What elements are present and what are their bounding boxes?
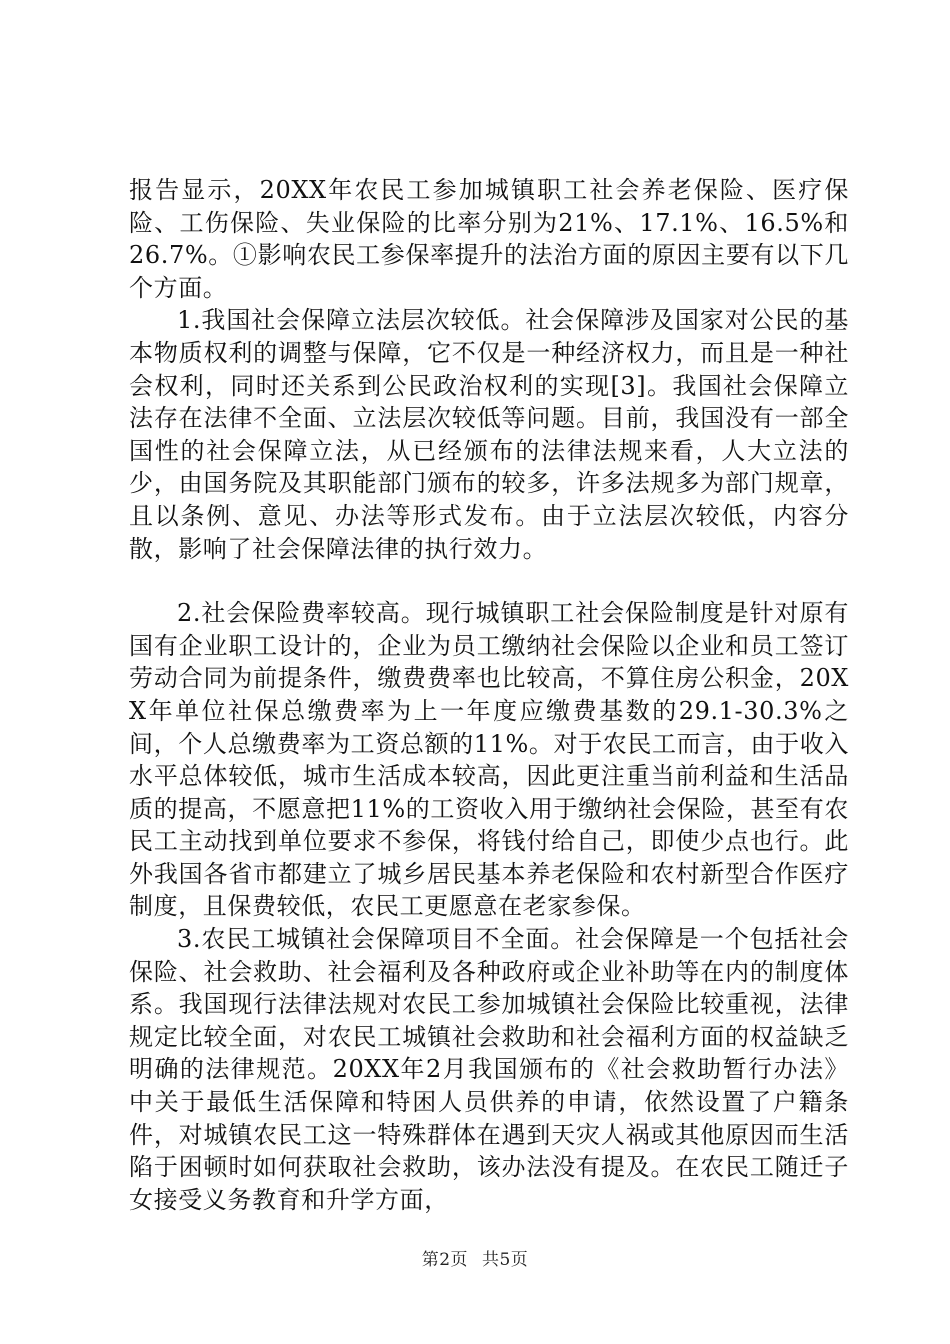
page-total: 共5页: [481, 1250, 529, 1270]
page-number: 第2页: [421, 1250, 469, 1270]
paragraph-spacer: [129, 565, 849, 597]
page-footer: [0, 1245, 950, 1270]
paragraph-point-3: 3.农民工城镇社会保障项目不全面。社会保障是一个包括社会保险、社会救助、社会福利及各种政府或企业补助等在内的制度体系。我国现行法律法规对农民工参加城镇社会保险比较重视，法律规定比较全面，对农民工城镇社会救助和社会福利方面的权益缺乏明确的法律规范。20XX年2月我国颁布的《社会救助暂行办法》中关于最低生活保障和特困人员供养的申请，依然设置了户籍条件，对城镇农民工这一特殊群体在遇到天灾人祸或其他原因而生活陷于困顿时如何获取社会救助，该办法没有提及。在农民工随迁子女接受义务教育和升学方面，: [129, 925, 849, 1214]
document-body: [129, 174, 849, 1216]
paragraph-point-2: 2.社会保险费率较高。现行城镇职工社会保险制度是针对原有国有企业职工设计的，企业为员工缴纳社会保险以企业和员工签订劳动合同为前提条件，缴费费率也比较高，不算住房公积金，20XX年单位社保总缴费率为上一年度应缴费基数的29.1-30.3%之间，个人总缴费率为工资总额的11%。对于农民工而言，由于收入水平总体较低，城市生活成本较高，因此更注重当前利益和生活品质的提高，不愿意把11%的工资收入用于缴纳社会保险，甚至有农民工主动找到单位要求不参保，将钱付给自己，即使少点也行。此外我国各省市都建立了城乡居民基本养老保险和农村新型合作医疗制度，且保费较低，农民工更愿意在老家参保。: [129, 599, 849, 921]
paragraph-intro: 报告显示，20XX年农民工参加城镇职工社会养老保险、医疗保险、工伤保险、失业保险的比率分别为21%、17.1%、16.5%和26.7%。①影响农民工参保率提升的法治方面的原因主要有以下几个方面。: [129, 176, 849, 302]
paragraph-point-1: 1.我国社会保障立法层次较低。社会保障涉及国家对公民的基本物质权利的调整与保障，它不仅是一种经济权力，而且是一种社会权利，同时还关系到公民政治权利的实现[3]。我国社会保障立法存在法律不全面、立法层次较低等问题。目前，我国没有一部全国性的社会保障立法，从已经颁布的法律法规来看，人大立法的少，由国务院及其职能部门颁布的较多，许多法规多为部门规章，且以条例、意见、办法等形式发布。由于立法层次较低，内容分散，影响了社会保障法律的执行效力。: [129, 306, 849, 563]
